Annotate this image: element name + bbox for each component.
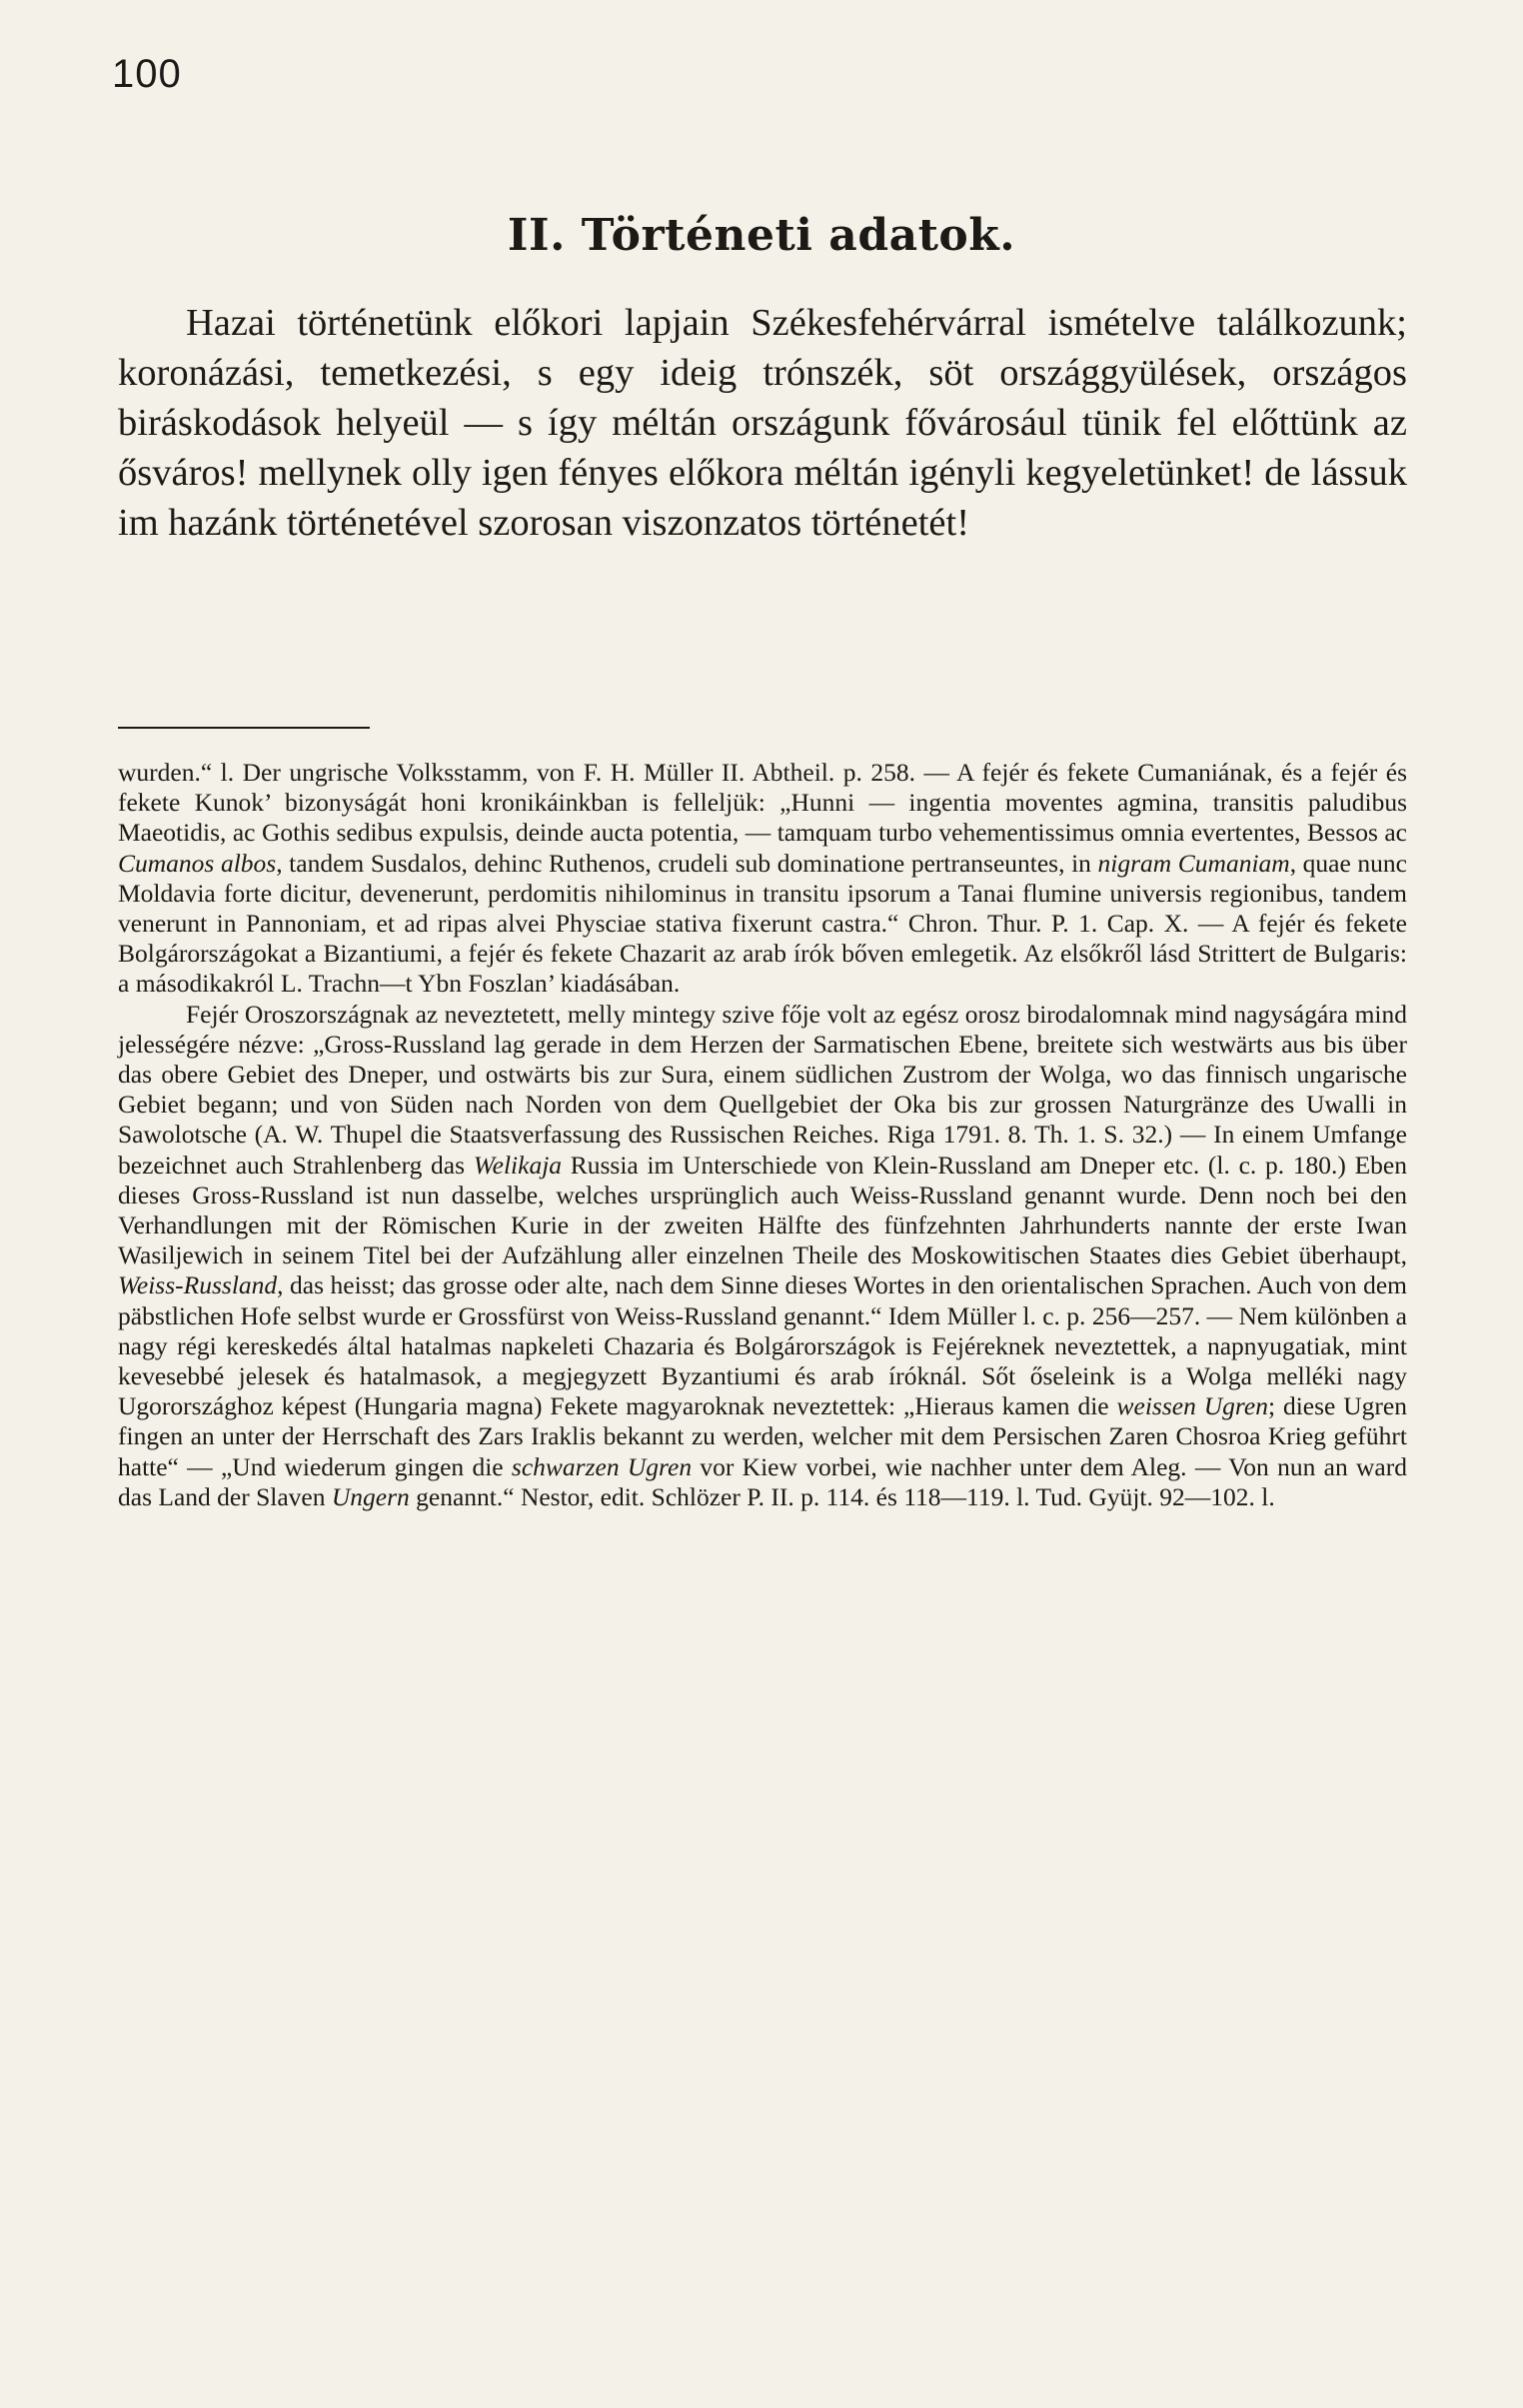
footnote-italic-term: Welikaja — [473, 1150, 563, 1180]
footnote-text: genannt.“ Nestor, edit. Schlözer P. II. p. 114. és 118—119. l. Tud. Gyüjt. 92—102. l. — [409, 1481, 1275, 1511]
footnote-italic-term: Weiss-Russland — [118, 1270, 278, 1300]
footnote-text: vor Kiew vorbei, wie nachher unter dem Aleg. — Von nun an ward das Land der Slaven — [118, 1451, 1407, 1511]
footnote-italic-term: weissen Ugren — [1116, 1391, 1268, 1421]
section-heading: II. Történeti adatok. — [507, 210, 1016, 261]
footnote-text: Russia im Unterschiede von Klein-Russland am Dneper etc. (l. c. p. 180.) Eben dieses Gross-Russland ist nun dasselbe, welches ursprünglich auch Weiss-Russland genannt wurde. Denn noch bei den Verhandlungen mit der Römischen Kurie in der zweiten Hälfte des fünfzehnten Jahrhunderts nannte der erste Iwan Wasiljewich in seinem Titel bei der Aufzählung aller einzelnen Theile des Moskowitischen Staates dies Gebiet überhaupt, — [118, 1150, 1407, 1270]
footnote-text: wurden.“ l. Der ungrische Volksstamm, von F. H. Müller II. Abtheil. p. 258. — A fejér és fekete Cumaniának, és a fejér és fekete Kunok’ bizonyságát honi kronikáinkban is felleljük: „Hunni — ingentia moventes agmina, transitis paludibus Maeotidis, ac Gothis sedibus expulsis, deinde aucta potentia, — tamquam turbo vehementissimus omnia evertentes, Bessos ac — [118, 758, 1407, 848]
footnotes-block — [118, 758, 1407, 1512]
footnote-continuation — [118, 758, 1407, 1000]
footnote-text: , quae nunc Moldavia forte dicitur, devenerunt, perdomitis nihilominus in transitu ipsorum a Tanai flumine universis regionibus, tandem venerunt in Pannoniam, et ad ripas alvei Physciae stativa fixerunt castra.“ Chron. Thur. P. 1. Cap. X. — A fejér és fekete Bolgárországokat a Bizantiumi, a fejér és fekete Chazarit az arab írók bőven emlegetik. Az elsőkről lásd Strittert de Bulgaris: a másodikakról L. Trachn—t Ybn Foszlan’ kiadásában. — [118, 848, 1407, 999]
footnote-text: Fejér Oroszországnak az neveztetett, melly mintegy szive fője volt az egész orosz birodalomnak mind nagyságára mind jelességére nézve: „Gross-Russland lag gerade in dem Herzen der Sarmatischen Ebene, breitete sich westwärts aus bis über das obere Gebiet des Dneper, und ostwärts bis zur Sura, einem südlichen Zustrom der Wolga, wo das finnisch ungarische Gebiet begann; und von Süden nach Norden von dem Quellgebiet der Oka bis zur grossen Naturgränze des Uwalli in Sawolotsche (A. W. Thupel die Staatsverfassung des Russischen Reiches. Riga 1791. 8. Th. 1. S. 32.) — In einem Umfange bezeichnet auch Strahlenberg das — [118, 999, 1407, 1180]
footnote-text: ; diese Ugren fingen an unter der Herrschaft des Zars Iraklis bekannt zu werden, welcher mit dem Persischen Zaren Chosroa Krieg geführt hatte“ — „Und wiederum gingen die — [118, 1391, 1407, 1481]
footnote-text: , das heisst; das grosse oder alte, nach dem Sinne dieses Wortes in den orientalischen Sprachen. Auch von dem päbstlichen Hofe selbst wurde er Grossfürst von Weiss-Russland genannt.“ Idem Müller l. c. p. 256—257. — Nem különben a nagy régi kereskedés által hatalmas napkeleti Chazaria és Bolgárországok is Fejéreknek neveztettek, a napnyugatiak, mint kevesebbé jelesek és hatalmasok, a megjegyzett Byzantiumi és arab íróknál. Sőt őseleink is a Wolga melléki nagy Ugorországhoz képest (Hungaria magna) Fekete magyaroknak neveztettek: „Hieraus kamen die — [118, 1270, 1407, 1421]
footnote-divider — [118, 727, 370, 729]
footnote-paragraph — [118, 1000, 1407, 1512]
page-number: 100 — [112, 52, 182, 96]
footnote-italic-term: Cumanos albos — [118, 848, 277, 878]
main-paragraph: Hazai történetünk előkori lapjain Székesfehérvárral ismételve találkozunk; koronázási, temetkezési, s egy ideig trónszék, söt országgyülések, országos biráskodások helyeül — s így méltán országunk fővárosául tünik fel előttünk az ősváros! mellynek olly igen fényes előkora méltán igényli kegyeletünket! de lássuk im hazánk történetével szorosan viszonzatos történetét! — [118, 302, 1407, 544]
footnote-italic-term: schwarzen Ugren — [511, 1451, 693, 1481]
footnote-italic-term: nigram Cumaniam — [1097, 848, 1290, 878]
footnote-italic-term: Ungern — [331, 1481, 410, 1511]
footnote-text: , tandem Susdalos, dehinc Ruthenos, crudeli sub dominatione pertranseuntes, in — [276, 848, 1098, 878]
